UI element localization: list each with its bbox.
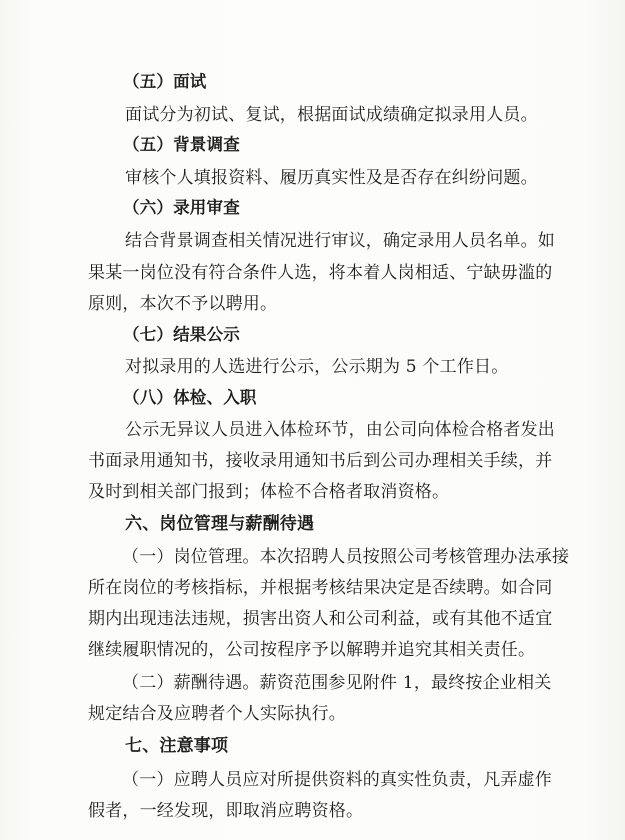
body-text: 原则，本次不予以聘用。 [88, 294, 278, 314]
body-text: 审核个人填报资料、履历真实性及是否存在纠纷问题。 [125, 168, 538, 188]
body-line [0, 163, 625, 193]
body-line [0, 289, 625, 319]
body-line [0, 477, 625, 507]
body-text: 公示无异议人员进入体检环节，由公司向体检合格者发出 [125, 420, 555, 440]
body-text: 假者，一经发现，即取消应聘资格。 [88, 801, 364, 821]
body-line [0, 542, 625, 572]
body-line [0, 352, 625, 382]
body-text: 规定结合及应聘者个人实际执行。 [88, 704, 346, 724]
body-text: 继续履职情况的，公司按程序予以解聘并追究其相关责任。 [88, 640, 536, 660]
subheading-text: （七）结果公示 [123, 325, 240, 344]
subheading-text: （八）体检、入职 [123, 388, 257, 407]
subheading-medical-onboarding [0, 383, 625, 413]
body-line [0, 668, 625, 698]
body-line [0, 635, 625, 665]
body-text: 期内出现违法违规，损害出资人和公司利益，或有其他不适宜 [88, 609, 553, 629]
body-line [0, 573, 625, 603]
subheading-interview [0, 67, 625, 97]
body-text: 及时到相关部门报到；体检不合格者取消资格。 [88, 482, 450, 502]
body-line [0, 415, 625, 445]
section-heading-text: 七、注意事项 [125, 736, 229, 756]
body-line [0, 796, 625, 826]
subheading-text: （六）录用审查 [123, 198, 240, 217]
body-text: 果某一岗位没有符合条件人选，将本着人岗相适、宁缺毋滥的 [88, 263, 553, 283]
body-text: （一）岗位管理。本次招聘人员按照公司考核管理办法承接 [122, 547, 570, 567]
body-line [0, 226, 625, 256]
body-line [0, 446, 625, 476]
body-text: 所在岗位的考核指标，并根据考核结果决定是否续聘。如合同 [88, 578, 553, 598]
subheading-text: （五）面试 [123, 72, 207, 91]
body-line [0, 258, 625, 288]
body-text: 结合背景调查相关情况进行审议，确定录用人员名单。如 [125, 231, 555, 251]
section-heading-text: 六、岗位管理与薪酬待遇 [125, 514, 315, 534]
section-heading-notes [0, 731, 625, 761]
body-line [0, 699, 625, 729]
body-line [0, 100, 625, 130]
subheading-hiring-review [0, 193, 625, 223]
subheading-background-check [0, 130, 625, 160]
body-line [0, 765, 625, 795]
body-text: 面试分为初试、复试，根据面试成绩确定拟录用人员。 [125, 105, 538, 125]
body-text: 对拟录用的人选进行公示，公示期为 5 个工作日。 [125, 357, 509, 377]
subheading-text: （五）背景调查 [123, 135, 240, 154]
body-text: 书面录用通知书，接收录用通知书后到公司办理相关手续，并 [88, 451, 553, 471]
body-line [0, 604, 625, 634]
body-text: （二）薪酬待遇。薪资范围参见附件 1，最终按企业相关 [122, 673, 552, 693]
body-text: （一）应聘人员应对所提供资料的真实性负责，凡弄虚作 [122, 770, 552, 790]
section-heading-position-salary [0, 509, 625, 539]
subheading-result-publicity [0, 320, 625, 350]
